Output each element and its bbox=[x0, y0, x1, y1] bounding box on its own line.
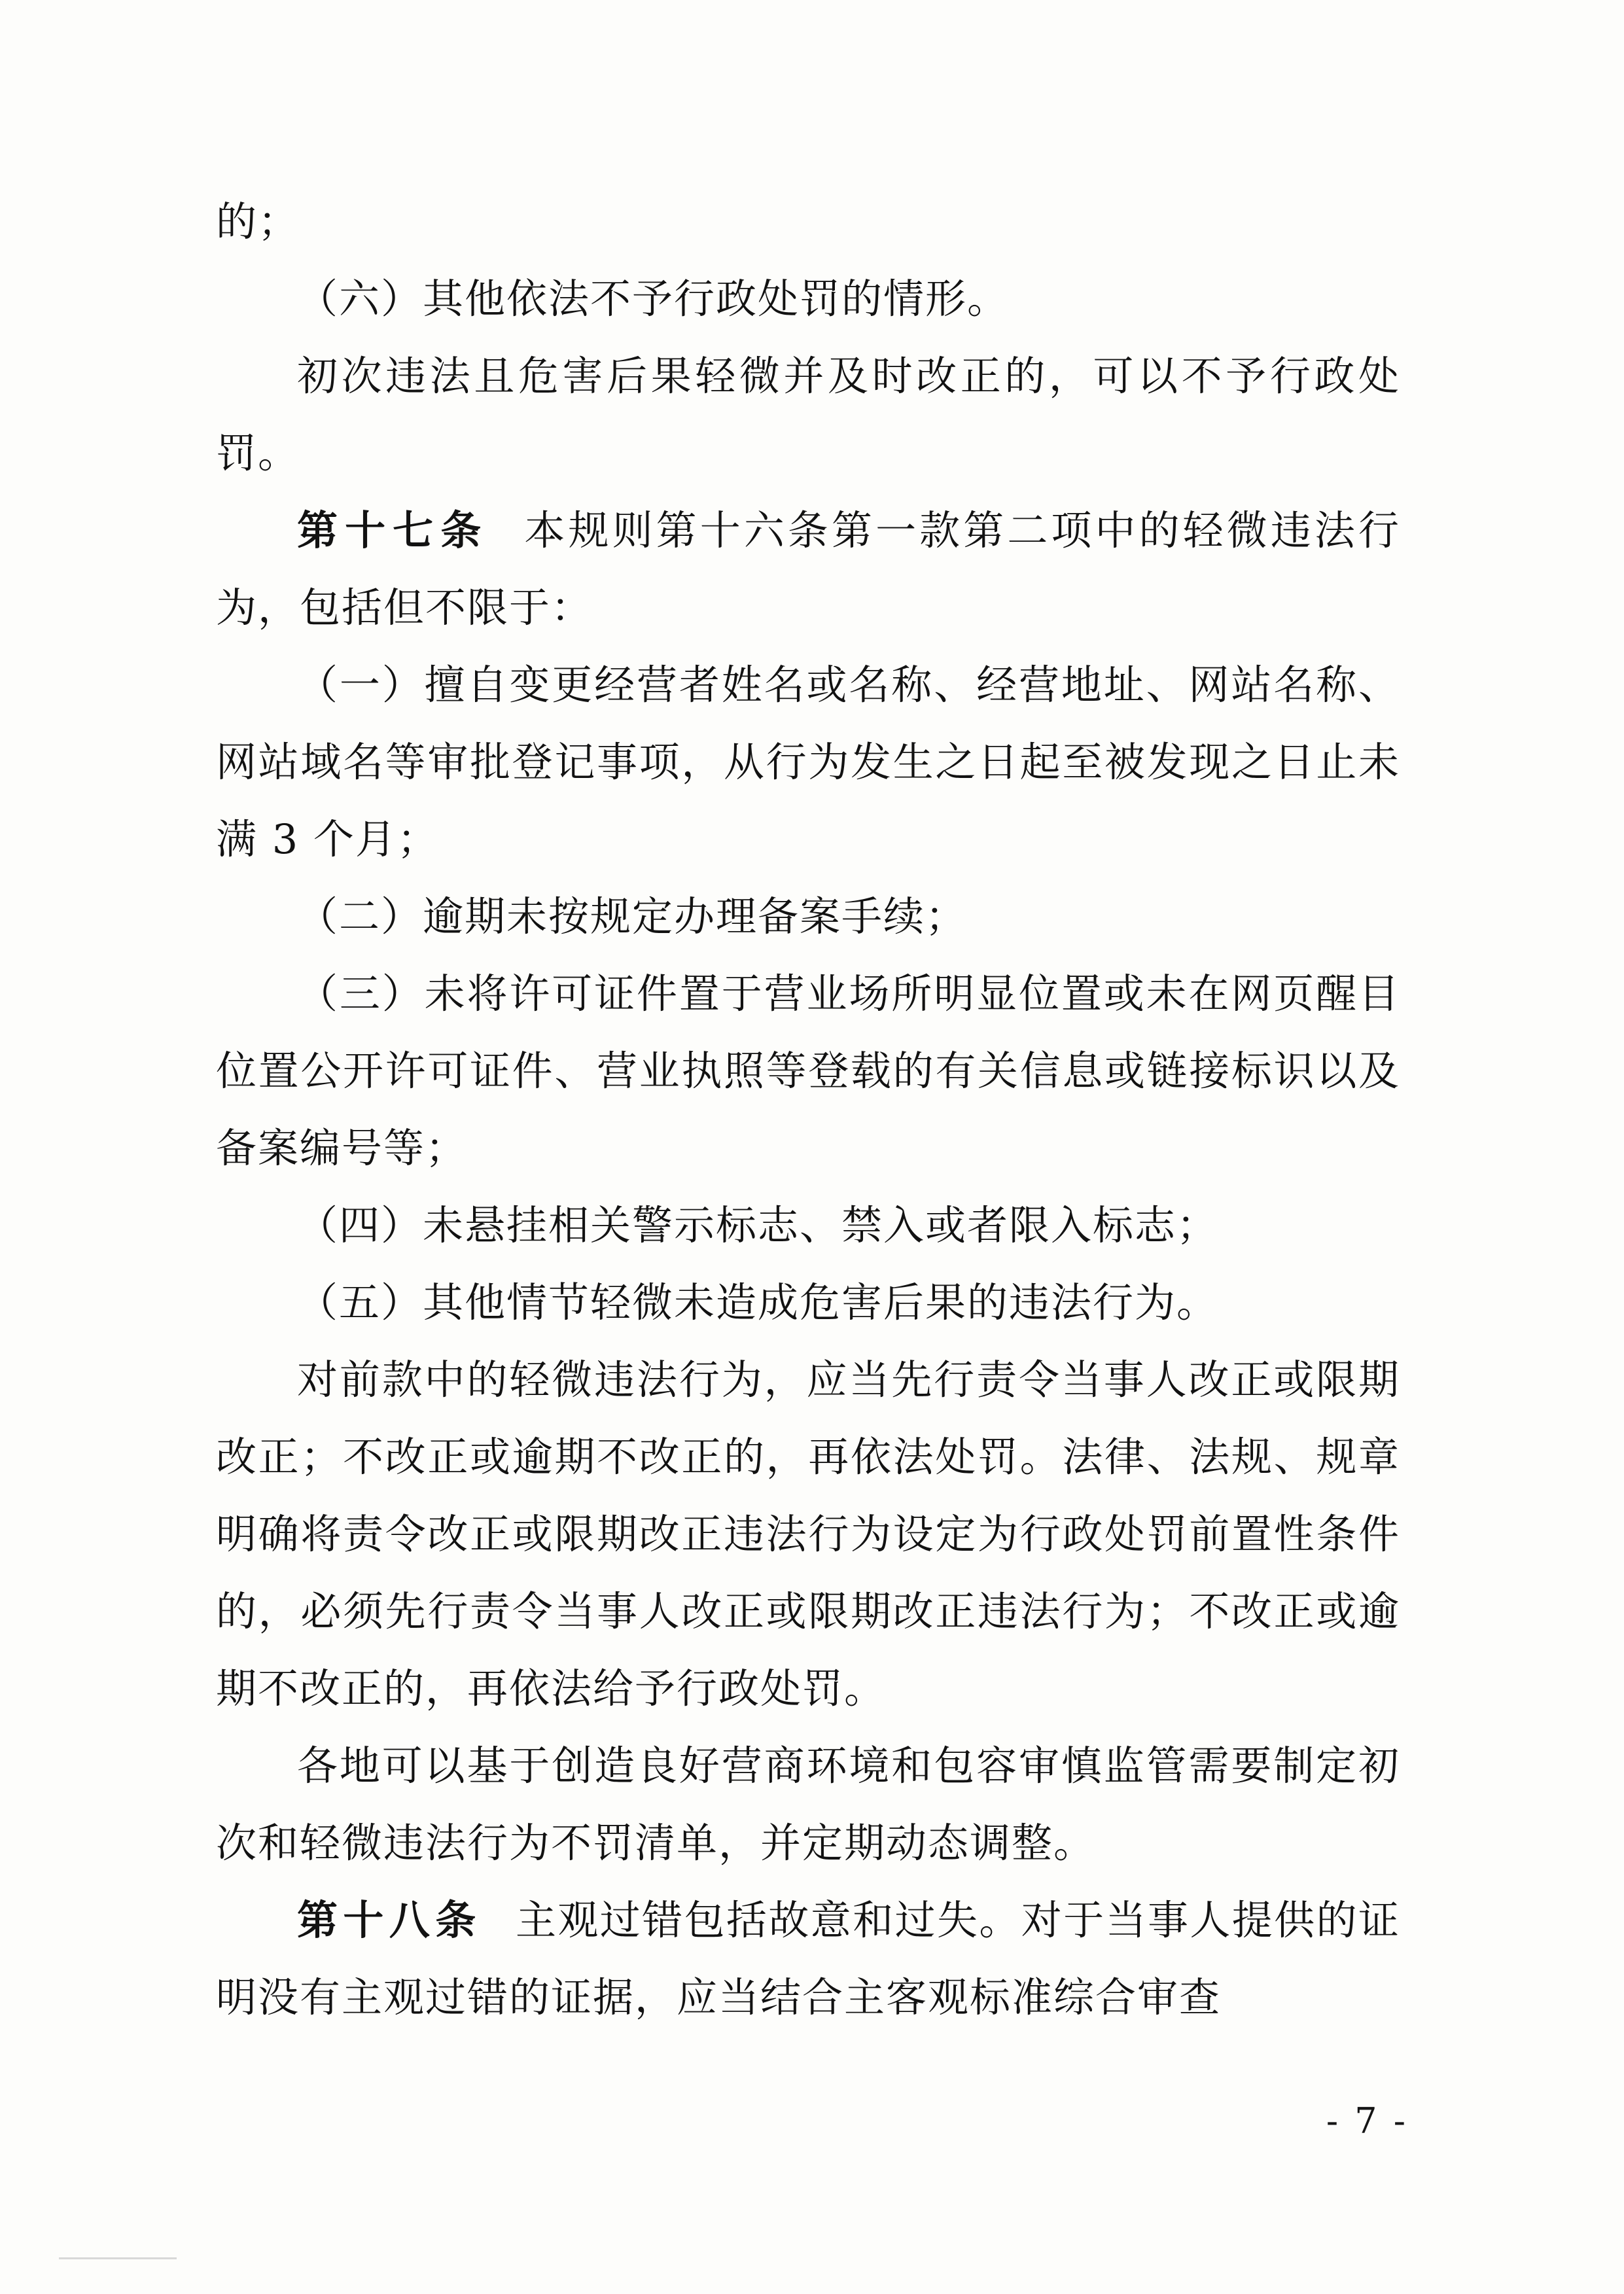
paragraph: （六）其他依法不予行政处罚的情形。 bbox=[297, 275, 1010, 323]
article-text: 主观过错包括故意和过失。对于当事人提供的证明没有主观过错的证据，应当结合主客观标准综合审查 bbox=[216, 1896, 1400, 2021]
article-text: 本规则第十六条第一款第二项中的轻微违法行为，包括但不限于： bbox=[216, 506, 1400, 631]
paragraph: （四）未悬挂相关警示标志、禁入或者限入标志； bbox=[297, 1201, 1219, 1249]
document-body bbox=[216, 183, 1400, 2036]
article-label: 第十七条 bbox=[297, 506, 489, 554]
article-label: 第十八条 bbox=[297, 1896, 482, 1944]
page-number: - 7 - bbox=[1326, 2100, 1408, 2142]
page-edge-mark bbox=[59, 2257, 177, 2259]
paragraph: （五）其他情节轻微未造成危害后果的违法行为。 bbox=[297, 1279, 1219, 1326]
paragraph: 对前款中的轻微违法行为，应当先行责令当事人改正或限期改正；不改正或逾期不改正的，再依法处罚。法律、法规、规章明确将责令改正或限期改正违法行为设定为行政处罚前置性条件的，必须先行责令当事人改正或限期改正违法行为；不改正或逾期不改正的，再依法给予行政处罚。 bbox=[216, 1356, 1400, 1712]
paragraph: （三）未将许可证件置于营业场所明显位置或未在网页醒目位置公开许可证件、营业执照等登载的有关信息或链接标识以及备案编号等； bbox=[216, 970, 1400, 1172]
paragraph: 各地可以基于创造良好营商环境和包容审慎监管需要制定初次和轻微违法行为不罚清单，并定期动态调整。 bbox=[216, 1742, 1400, 1867]
paragraph: 初次违法且危害后果轻微并及时改正的，可以不予行政处罚。 bbox=[216, 352, 1400, 477]
paragraph: （一）擅自变更经营者姓名或名称、经营地址、网站名称、网站域名等审批登记事项，从行为发生之日起至被发现之日止未满 3 个月； bbox=[216, 661, 1400, 863]
article-paragraph bbox=[216, 1882, 1400, 2036]
paragraph: 的； bbox=[216, 198, 300, 245]
paragraph: （二）逾期未按规定办理备案手续； bbox=[297, 892, 968, 940]
article-paragraph bbox=[216, 492, 1400, 646]
